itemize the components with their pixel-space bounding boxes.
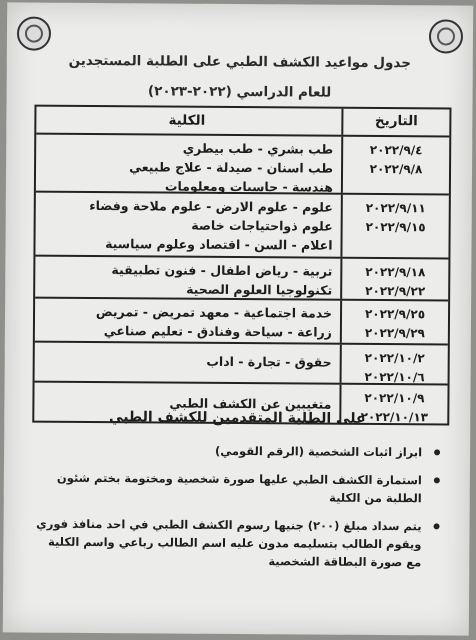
end-date: ٢٠٢٢/٩/٢٩ <box>364 325 425 341</box>
faculty-cell <box>35 343 340 383</box>
document-title: جدول مواعيد الكشف الطبي على الطلبة المستجدين <box>68 52 412 72</box>
date-cell <box>340 259 448 300</box>
date-cell <box>340 301 448 344</box>
faculty-line: خدمة اجتماعية - معهد تمريض - تمريض <box>95 304 333 321</box>
notes-heading: على الطلبة المتقدمين للكشف الطبي <box>109 409 366 427</box>
start-date: ٢٠٢٢/٩/١٨ <box>365 264 426 280</box>
table-row <box>35 341 448 384</box>
date-cell <box>340 345 448 384</box>
university-logo-left <box>17 16 51 50</box>
requirement-text: يتم سداد مبلغ (٢٠٠) جنيها رسوم الكشف الطبي في احد منافذ فوري ويقوم الطالب بتسليمه مدون عليه اسم الطالب رباعي واسم الكلية مع صورة البطاقة الشخصية <box>36 516 422 570</box>
faculty-line: حقوق - تجارة - اداب <box>206 353 332 370</box>
document-subtitle: للعام الدراسي (٢٠٢٢-٢٠٢٣) <box>147 83 332 101</box>
bullet-icon <box>434 449 440 455</box>
faculty-cell <box>36 135 341 193</box>
table-row <box>35 255 448 300</box>
table-row <box>35 191 448 258</box>
faculty-line: طب اسنان - صيدلة - علاج طبيعي <box>129 159 334 176</box>
end-date: ٢٠٢٢/٩/١٥ <box>365 219 426 235</box>
date-cell <box>340 195 448 258</box>
faculty-cell <box>35 299 340 343</box>
table-row <box>36 133 449 194</box>
schedule-table <box>32 105 451 426</box>
faculty-line: تكنولوجيا العلوم الصحية <box>186 281 333 298</box>
faculty-line: هندسة - حاسبات ومعلومات <box>164 178 333 195</box>
start-date: ٢٠٢٢/١٠/٢ <box>364 350 425 366</box>
start-date: ٢٠٢٢/٩/٢٥ <box>364 306 426 322</box>
end-date: ٢٠٢٢/٩/٢٢ <box>365 283 426 299</box>
requirements-list <box>29 441 440 582</box>
start-date: ٢٠٢٢/٩/١١ <box>365 200 426 216</box>
faculty-line: اعلام - السن - اقتصاد وعلوم سياسية <box>105 236 333 253</box>
list-item <box>29 515 439 572</box>
end-date: ٢٠٢٢/٩/٨ <box>369 161 423 177</box>
faculty-line: تربية - رياض اطفال - فنون تطبيقية <box>111 262 333 279</box>
list-item <box>30 441 440 462</box>
end-date: ٢٠٢٢/١٠/١٣ <box>360 409 429 425</box>
start-date: ٢٠٢٢/٩/٤ <box>369 142 423 158</box>
requirement-text: ابراز اثبات الشخصية (الرقم القومي) <box>214 443 423 460</box>
date-column-header: التاريخ <box>341 109 449 136</box>
list-item <box>30 469 440 508</box>
faculty-line: علوم ذواحتياجات خاصة <box>191 217 333 234</box>
university-logo-right <box>429 19 463 53</box>
date-cell <box>341 137 449 194</box>
bullet-icon <box>434 477 440 483</box>
faculty-line: طب بشري - طب بيطري <box>182 140 334 157</box>
faculty-cell <box>35 193 340 257</box>
faculty-line: زراعة - سياحة وفنادق - تعليم صناعي <box>103 323 332 340</box>
table-header-row <box>36 107 449 136</box>
faculty-column-header: الكلية <box>168 112 206 129</box>
bullet-icon <box>434 523 440 529</box>
document-page <box>3 2 473 635</box>
faculty-line: علوم - علوم الارض - علوم ملاحة وفضاء <box>89 197 333 215</box>
table-row <box>35 297 448 344</box>
start-date: ٢٠٢٢/١٠/٩ <box>364 390 425 406</box>
requirement-text: استمارة الكشف الطبي عليها صورة شخصية ومختومة بختم شئون الطلبة من الكلية <box>56 470 422 506</box>
end-date: ٢٠٢٢/١٠/٦ <box>364 369 425 385</box>
faculty-cell <box>35 257 340 299</box>
faculty-line: متغيبين عن الكشف الطبي <box>169 395 332 412</box>
